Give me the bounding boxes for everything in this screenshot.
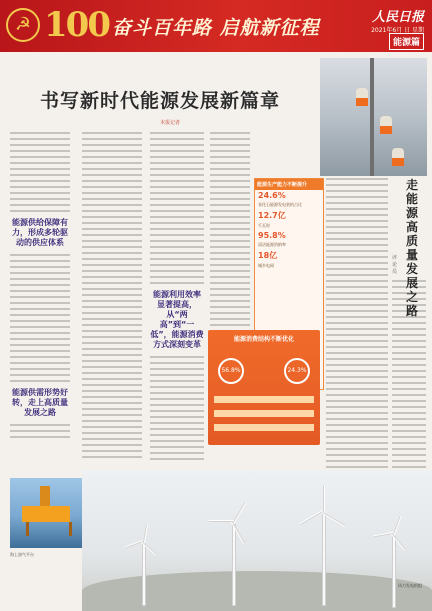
stat-value: 24.6%: [258, 191, 286, 200]
centenary-number: 100: [44, 5, 109, 45]
utility-pole: [370, 58, 374, 176]
stat-label: 城乡电网: [258, 263, 274, 268]
byline: 本报记者: [160, 120, 181, 126]
subhead-1: 能源供给保障有力，形成多轮驱动的供应体系: [12, 218, 68, 247]
subhead-2: 能源利用效率显著提高，从“两高”到“一低”，能源消费方式深刻变革: [150, 290, 204, 349]
platform-tower: [40, 486, 50, 508]
subhead-3: 能源供需形势好转，走上高质量发展之路: [12, 388, 68, 417]
safety-vest: [356, 98, 368, 106]
masthead: [0, 0, 432, 52]
stat-label: 千瓦时: [258, 223, 270, 228]
infographic-header: 能源生产能力不断提升: [255, 179, 323, 190]
panel-bar: [214, 410, 314, 417]
text-column-3: [150, 132, 204, 464]
panel-bar: [214, 396, 314, 403]
side-article-title: 走能源高质量发展之路: [406, 178, 419, 318]
oil-platform-photo: [10, 478, 82, 548]
side-article-author: 评论员: [392, 255, 398, 275]
stat-label: 非化石能源发电装机占比: [258, 202, 302, 207]
consumption-panel: [208, 330, 320, 445]
text-column-1: [10, 132, 70, 442]
main-headline: 书写新时代能源发展新篇章: [39, 90, 280, 112]
safety-vest: [392, 158, 404, 166]
badge-left: 56.8%: [218, 358, 244, 384]
badge-right: 24.3%: [284, 358, 310, 384]
newspaper-logo: 人民日报: [371, 10, 424, 25]
oil-caption: 海上油气平台: [10, 552, 34, 557]
stat-value: 18亿: [258, 251, 278, 260]
panel-bar: [214, 424, 314, 431]
power-workers-photo: [320, 58, 427, 176]
safety-vest: [380, 126, 392, 134]
hills: [82, 571, 432, 611]
wind-farm-photo: [82, 470, 432, 611]
stat-label: 清洁能源消纳率: [258, 242, 286, 247]
photo-credit: 风力发电机组: [398, 583, 422, 588]
issue-date: 2021年6月 日 星期: [371, 27, 424, 34]
party-emblem-icon: ☭: [6, 8, 40, 42]
platform-deck: [22, 506, 70, 522]
platform-legs: [26, 522, 72, 536]
section-label: 能源篇: [389, 33, 424, 50]
stat-value: 12.7亿: [258, 211, 286, 220]
text-column-2: [82, 132, 142, 462]
panel-title: 能源消费结构不断优化: [233, 336, 294, 343]
masthead-slogan: 奋斗百年路 启航新征程: [112, 17, 320, 39]
stat-value: 95.8%: [258, 231, 286, 240]
